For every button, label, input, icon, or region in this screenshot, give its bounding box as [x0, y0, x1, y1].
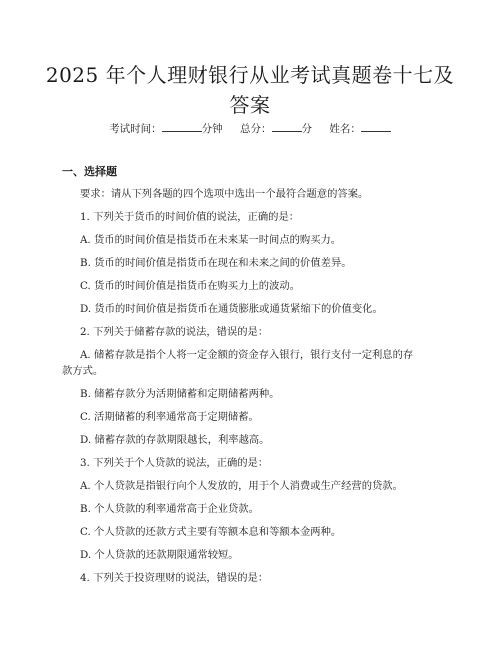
- name-label: 姓名：: [329, 123, 361, 135]
- title-line-1: 2025 年个人理财银行从业考试真题卷十七及: [45, 63, 455, 87]
- option-2-c: C. 活期储蓄的利率通常高于定期储蓄。: [80, 411, 259, 423]
- question-stem-3: 3. 下列关于个人贷款的说法，正确的是：: [80, 457, 269, 469]
- document-title: [40, 60, 460, 120]
- score-blank: [272, 120, 302, 132]
- question-stem-4: 4. 下列关于投资理财的说法，错误的是：: [80, 572, 269, 584]
- time-label: 考试时间：: [109, 123, 162, 135]
- option-3-a: A. 个人贷款是指银行向个人发放的，用于个人消费或生产经营的贷款。: [80, 480, 403, 492]
- title-line-2: 答案: [229, 93, 271, 117]
- option-1-c: C. 货币的时间价值是指货币在购买力上的波动。: [80, 280, 300, 292]
- option-1-a: A. 货币的时间价值是指货币在未来某一时间点的购买力。: [80, 234, 342, 246]
- question-stem-2: 2. 下列关于储蓄存款的说法，错误的是：: [80, 326, 269, 338]
- instructions: 要求：请从下列各题的四个选项中选出一个最符合题意的答案。: [80, 188, 369, 200]
- section-title: 一、选择题: [62, 165, 117, 178]
- option-1-d: D. 货币的时间价值是指货币在通货膨胀或通货紧缩下的价值变化。: [80, 303, 383, 315]
- option-3-c: C. 个人贷款的还款方式主要有等额本息和等额本金两种。: [80, 526, 342, 538]
- option-2-b: B. 储蓄存款分为活期储蓄和定期储蓄两种。: [80, 388, 280, 400]
- option-1-b: B. 货币的时间价值是指货币在现在和未来之间的价值差异。: [80, 257, 352, 269]
- time-blank: [162, 120, 202, 132]
- exam-meta-row: [0, 120, 500, 137]
- option-3-b: B. 个人贷款的利率通常高于企业贷款。: [80, 503, 259, 515]
- name-blank: [361, 120, 391, 132]
- score-label: 总分：: [240, 123, 272, 135]
- option-2-a: A. 储蓄存款是指个人将一定金额的资金存入银行，银行支付一定利息的存款方式。: [62, 349, 414, 377]
- option-2-d: D. 储蓄存款的存款期限越长，利率越高。: [80, 434, 270, 446]
- question-stem-1: 1. 下列关于货币的时间价值的说法，正确的是：: [80, 211, 300, 223]
- score-unit: 分: [301, 123, 312, 135]
- time-unit: 分钟: [201, 123, 223, 135]
- option-3-d: D. 个人贷款的还款期限通常较短。: [80, 549, 239, 561]
